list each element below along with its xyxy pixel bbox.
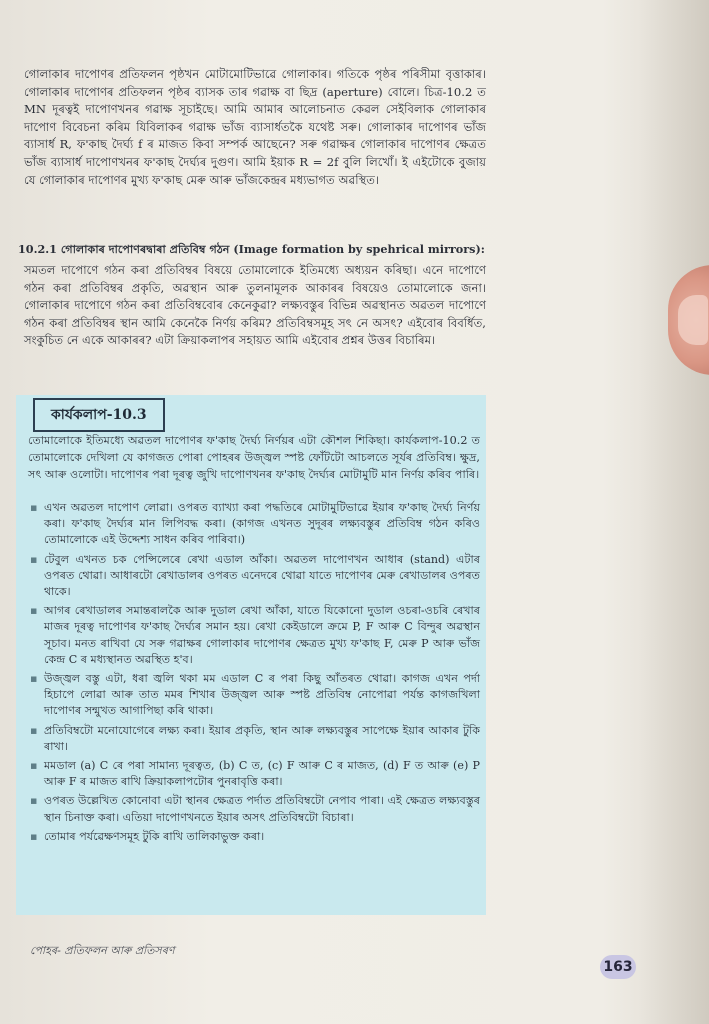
step-text: ওপৰত উল্লেখিত কোনোবা এটা স্থানৰ ক্ষেত্ৰত পৰ্দাত প্ৰতিবিম্বটো নেপাব পাৰা। এই ক্ষেত্ৰত লক্ষ্যবস্তুৰ স্থান চিনাক্ত কৰা। এতিয়া দাপোণখনতে ইয়াৰ অসৎ প্ৰতিবিম্বটো বিচাৰা।	[44, 794, 480, 824]
step-text: প্ৰতিবিম্বটো মনোযোগেৰে লক্ষ্য কৰা। ইয়াৰ প্ৰকৃতি, স্থান আৰু লক্ষ্যবস্তুৰ সাপেক্ষে ইয়াৰ আকাৰ টুকি ৰাখা।	[44, 723, 480, 753]
step-text: তোমাৰ পৰ্যৱেক্ষণসমূহ টুকি ৰাখি তালিকাভুক্ত কৰা।	[44, 829, 265, 843]
chapter-footer: পোহৰ- প্ৰতিফলন আৰু প্ৰতিসৰণ	[30, 944, 175, 957]
bullet-icon: ▪	[30, 723, 38, 737]
bullet-icon: ▪	[30, 829, 38, 843]
section-heading: 10.2.1 গোলাকাৰ দাপোণৰদ্বাৰা প্ৰতিবিম্ব গঠন (Image formation by spehrical mirrors):	[18, 242, 485, 256]
activity-step	[28, 552, 480, 601]
fingernail-image	[678, 295, 708, 345]
bullet-icon: ▪	[30, 794, 38, 808]
activity-step	[28, 671, 480, 720]
page-number-badge: 163	[600, 955, 636, 979]
activity-step	[28, 500, 480, 549]
activity-step	[28, 723, 480, 755]
intro-paragraph: গোলাকাৰ দাপোণৰ প্ৰতিফলন পৃষ্ঠখন মোটামোটিভাৱে গোলাকাৰ। গতিকে পৃষ্ঠৰ পৰিসীমা বৃত্তাকাৰ। গোলাকাৰ দাপোণৰ প্ৰতিফলন পৃষ্ঠৰ ব্যাসক তাৰ গৱাক্ষ বা ছিদ্ৰ (aperture) বোলে। চিত্ৰ-10.2 ত MN দূৰত্বই দাপোণখনৰ গৱাক্ষ সূচাইছে। আমি আমাৰ আলোচনাত কেৱল সেইবিলাক গোলাকাৰ দাপোণ বিবেচনা কৰিম যিবিলাকৰ গৱাক্ষ ভাঁজ ব্যাসাৰ্ধতকৈ যথেষ্ট সৰু। গোলাকাৰ দাপোণৰ ভাঁজ ব্যাসাৰ্ধ R, ফ'কাছ দৈৰ্ঘ্য f ৰ মাজত কিবা সম্পৰ্ক আছেনে? সৰু গৱাক্ষৰ গোলাকাৰ দাপোণৰ ক্ষেত্ৰত ভাঁজ ব্যাসাৰ্ধ দাপোণখনৰ ফ'কাছ দৈৰ্ঘ্যৰ দুগুণ। আমি ইয়াক R = 2f বুলি লিখোঁ। ই এইটোকে বুজায় যে গোলাকাৰ দাপোণৰ মুখ্য ফ'কাছ মেৰু আৰু ভাঁজকেন্দ্ৰৰ মধ্যভাগত অৱস্থিত।	[24, 67, 486, 187]
activity-step	[28, 793, 480, 825]
bullet-icon: ▪	[30, 552, 38, 566]
page-edge-shadow	[640, 0, 709, 1024]
activity-step	[28, 829, 480, 845]
step-text: এখন অৱতল দাপোণ লোৱা। ওপৰত ব্যাখ্যা কৰা পদ্ধতিৰে মোটামুটিভাৱে ইয়াৰ ফ'কাছ দৈৰ্ঘ্য নিৰ্ণয় কৰা। ফ'কাছ দৈৰ্ঘ্যৰ মান লিপিবদ্ধ কৰা। (কাগজ এখনত সুদূৰৰ লক্ষ্যবস্তুৰ প্ৰতিবিম্ব গঠন কৰিও তোমালোকে এই উদ্দেশ্য সাধন কৰিব পাৰিবা।)	[44, 501, 480, 547]
activity-steps	[28, 500, 480, 848]
bullet-icon: ▪	[30, 501, 38, 514]
activity-title: কাৰ্যকলাপ-10.3	[33, 398, 165, 432]
bullet-icon: ▪	[30, 672, 38, 686]
step-text: আগৰ ৰেখাডালৰ সমান্তৰালকৈ আৰু দুডাল ৰেখা আঁকা, যাতে যিকোনো দুডাল ওচৰা-ওচৰি ৰেখাৰ মাজৰ দূৰত্ব দাপোণৰ ফ'কাছ দৈৰ্ঘ্যৰ সমান হয়। ৰেখা কেইডালে ক্ৰমে P, F আৰু C বিন্দুৰ অৱস্থান সূচাব। মনত ৰাখিবা যে সৰু গৱাক্ষৰ গোলাকাৰ দাপোণৰ ক্ষেত্ৰত মুখ্য ফ'কাছ F, মেৰু P আৰু ভাঁজ কেন্দ্ৰ C ৰ মধ্যস্থানত অৱস্থিত হ'ব।	[44, 604, 480, 666]
step-text: উজ্জ্বল বস্তু এটা, ধৰা জ্বলি থকা মম এডাল C ৰ পৰা কিছু আঁতৰত থোৱা। কাগজ এখন পৰ্দা হিচাপে লোৱা আৰু তাত মমৰ শিখাৰ উজ্জ্বল আৰু স্পষ্ট প্ৰতিবিম্ব নোপোৱা পৰ্যন্ত কাগজখিলা দাপোণৰ সন্মুখত আগাপিছা কৰি থাকা।	[44, 672, 480, 718]
bullet-icon: ▪	[30, 759, 38, 773]
section-paragraph: সমতল দাপোণে গঠন কৰা প্ৰতিবিম্বৰ বিষয়ে তোমালোকে ইতিমধ্যে অধ্যয়ন কৰিছা। এনে দাপোণে গঠন কৰা প্ৰতিবিম্বৰ প্ৰকৃতি, অৱস্থান আৰু তুলনামূলক আকাৰৰ বিষয়েও তোমালোকে জনা। গোলাকাৰ দাপোণে গঠন কৰা প্ৰতিবিম্ববোৰ কেনেকুৱা? লক্ষ্যবস্তুৰ বিভিন্ন অৱস্থানত অৱতল দাপোণে গঠন কৰা প্ৰতিবিম্বৰ স্থান আমি কেনেকৈ নিৰ্ণয় কৰিম? প্ৰতিবিম্বসমূহ সৎ নে অসৎ? এইবোৰ বিবৰ্ধিত, সংকুচিত নে একে আকাৰৰ? এটা ক্ৰিয়াকলাপৰ সহায়ত আমি এইবোৰ প্ৰশ্নৰ উত্তৰ বিচাৰিম।	[24, 263, 486, 348]
step-text: মমডাল (a) C ৰে পৰা সামান্য দূৰত্বত, (b) C ত, (c) F আৰু C ৰ মাজত, (d) F ত আৰু (e) P আৰু F ৰ মাজত ৰাখি ক্ৰিয়াকলাপটোৰ পুনৰাবৃত্তি কৰা।	[44, 759, 480, 789]
step-text: টেবুল এখনত চক পেন্সিলেৰে ৰেখা এডাল আঁকা। অৱতল দাপোণখন আধাৰ (stand) এটাৰ ওপৰত থোৱা। আধাৰটো ৰেখাডালৰ ওপৰত এনেদৰে থোৱা যাতে দাপোণৰ মেৰু ৰেখাডালৰ ওপৰত থাকে।	[44, 552, 480, 599]
bullet-icon: ▪	[30, 604, 38, 618]
activity-step	[28, 758, 480, 790]
activity-intro: তোমালোকে ইতিমধ্যে অৱতল দাপোণৰ ফ'কাছ দৈৰ্ঘ্য নিৰ্ণয়ৰ এটা কৌশল শিকিছা। কাৰ্যকলাপ-10.2 ত তোমালোকে দেখিলা যে কাগজত পোৰা পোহৰৰ উজ্জ্বল স্পষ্ট ফোঁটটো আচলতে সূৰ্যৰ প্ৰতিবিম্ব। ক্ষুদ্ৰ, সৎ আৰু ওলোটা। দাপোণৰ পৰা দূৰত্ব জুখি দাপোণখনৰ ফ'কাছ দৈৰ্ঘ্যৰ মোটামুটি মান নিৰ্ণয় কৰিব পাৰি।	[28, 434, 480, 481]
activity-step	[28, 603, 480, 668]
